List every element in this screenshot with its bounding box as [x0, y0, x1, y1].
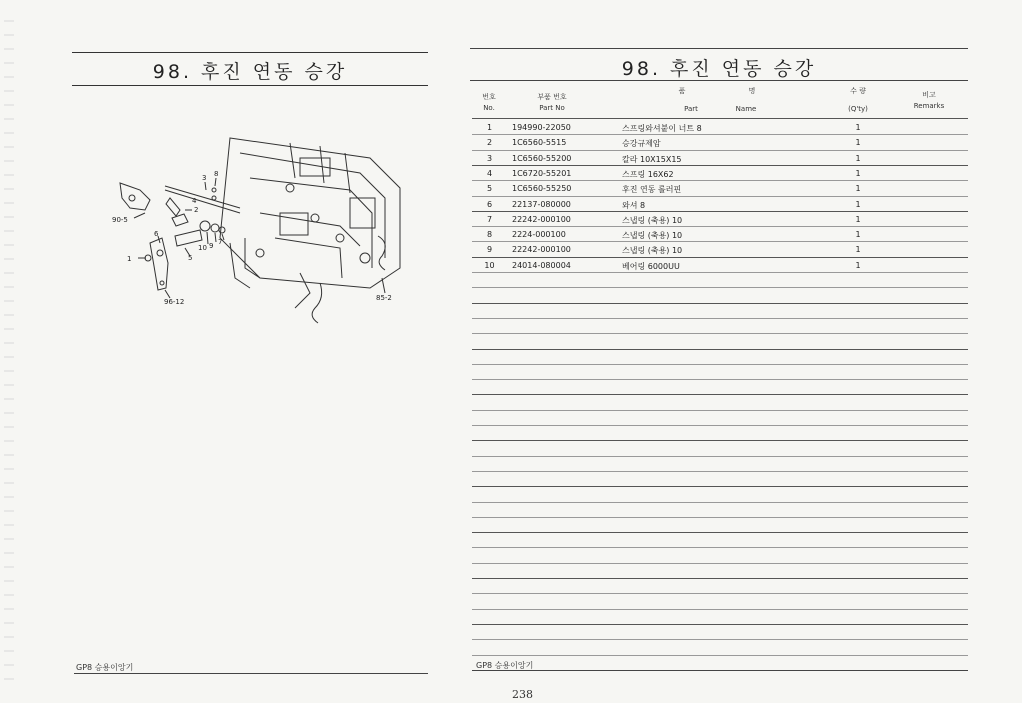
- table-rule-line: [472, 440, 968, 441]
- row-qty: 1: [855, 230, 861, 240]
- row-no: 4: [486, 168, 493, 178]
- row-part-name: 스냅링 (축용) 10: [622, 231, 683, 241]
- left-page: [0, 0, 460, 703]
- table-rule-line: [472, 609, 968, 610]
- table-rule-line: [472, 517, 968, 518]
- exploded-parts-diagram: [110, 118, 420, 328]
- header-qty-en: (Q'ty): [848, 105, 868, 113]
- table-rule-line: [472, 532, 968, 533]
- table-row: [472, 227, 968, 242]
- table-rule-line: [472, 165, 968, 166]
- row-part-no: 1C6560-5515: [512, 138, 567, 148]
- table-rule-line: [472, 486, 968, 487]
- table-rule-line: [472, 394, 968, 395]
- table-rule-line: [472, 303, 968, 304]
- table-rule-line: [472, 425, 968, 426]
- table-rule-line: [472, 196, 968, 197]
- table-row: [472, 151, 968, 166]
- row-part-no: 2224-000100: [512, 230, 566, 240]
- row-part-no: 1C6720-55201: [512, 168, 572, 178]
- row-part-no: 194990-22050: [512, 123, 571, 132]
- row-qty: 1: [855, 214, 861, 224]
- row-part-name: 스냅링 (축용) 10: [622, 215, 683, 225]
- callout-3: 3: [202, 174, 207, 182]
- table-rule-line: [472, 150, 968, 151]
- table-rule-line: [472, 318, 968, 319]
- row-no: 10: [484, 260, 495, 270]
- table-rule-line: [472, 593, 968, 594]
- row-qty: 1: [855, 260, 861, 270]
- callout-ref-96-12: 96-12: [164, 298, 185, 306]
- table-rule-line: [472, 410, 968, 411]
- row-part-no: 22137-080000: [512, 199, 571, 209]
- table-rule-line: [472, 211, 968, 212]
- table-rule-line: [472, 272, 968, 273]
- right-footer: GP8 승용이앙기: [476, 661, 534, 670]
- row-qty: 1: [855, 153, 861, 163]
- table-rule-line: [472, 257, 968, 258]
- table-rule-line: [472, 333, 968, 334]
- row-part-no: 1C6560-55200: [512, 153, 572, 163]
- right-title-bottom-rule: [470, 80, 968, 81]
- table-rule-line: [472, 471, 968, 472]
- callout-ref-85-2: 85-2: [376, 294, 392, 302]
- row-no: 8: [486, 230, 493, 240]
- table-row: [472, 212, 968, 227]
- row-no: 3: [486, 153, 493, 163]
- table-row: [472, 166, 968, 181]
- row-no: 7: [486, 214, 493, 224]
- table-rule-line: [472, 349, 968, 350]
- row-qty: 1: [855, 184, 861, 194]
- table-rule-line: [472, 241, 968, 242]
- row-part-name: 스프링와셔붙이 너트 8: [622, 124, 702, 133]
- table-rule-line: [472, 379, 968, 380]
- table-row: [472, 120, 968, 135]
- right-page-title: 98. 후진 연동 승강: [621, 58, 817, 80]
- row-qty: 1: [855, 138, 861, 148]
- header-name-ko-2: 명: [748, 87, 756, 95]
- header-part-no: [512, 92, 592, 114]
- callout-8: 8: [214, 170, 219, 178]
- header-name-en-1: Part: [684, 105, 698, 113]
- callout-2: 2: [194, 206, 199, 214]
- header-part-ko: 부품 번호: [537, 93, 567, 101]
- row-qty: 1: [855, 168, 861, 178]
- header-no-en: No.: [483, 104, 495, 112]
- row-part-name: 승강규제암: [622, 139, 661, 149]
- row-qty: 1: [855, 123, 861, 132]
- row-part-no: 1C6560-55250: [512, 184, 572, 194]
- callout-6: 6: [154, 230, 159, 238]
- callout-5: 5: [188, 254, 193, 262]
- row-no: 9: [486, 245, 493, 255]
- header-name-ko-1: 품: [678, 87, 686, 95]
- table-rule-line: [472, 456, 968, 457]
- table-rule-line: [472, 364, 968, 365]
- left-page-title: 98. 후진 연동 승강: [152, 61, 348, 83]
- table-row: [472, 181, 968, 196]
- left-title-box: [72, 52, 428, 86]
- row-part-no: 22242-000100: [512, 214, 571, 224]
- table-rule-line: [472, 287, 968, 288]
- row-no: 2: [486, 138, 493, 148]
- row-part-name: 와셔 8: [622, 200, 646, 210]
- row-no: 5: [486, 184, 493, 194]
- callout-9: 9: [209, 242, 214, 250]
- page-number: 238: [512, 688, 533, 701]
- table-rule-line: [472, 578, 968, 579]
- right-title-top-rule: [470, 48, 968, 49]
- header-qty-ko: 수 량: [850, 87, 866, 95]
- right-footer-rule: [472, 670, 968, 671]
- table-rule-line: [472, 547, 968, 548]
- left-footer-rule: [74, 673, 428, 674]
- table-rule-line: [472, 180, 968, 181]
- left-footer: GP8 승용이앙기: [76, 663, 134, 672]
- row-no: 6: [486, 199, 493, 209]
- header-remarks-ko: 비고: [922, 91, 936, 99]
- row-part-name: 베어링 6000UU: [622, 261, 680, 271]
- table-row: [472, 242, 968, 257]
- row-part-name: 스프링 16X62: [622, 169, 674, 179]
- callout-7: 7: [218, 238, 223, 246]
- header-no: [474, 92, 504, 114]
- table-header-rule: [472, 118, 968, 119]
- callout-4: 4: [192, 197, 197, 205]
- row-qty: 1: [855, 199, 861, 209]
- table-rule-line: [472, 624, 968, 625]
- row-part-name: 스냅링 (축용) 10: [622, 246, 683, 256]
- row-part-name: 칼라 10X15X15: [622, 154, 682, 164]
- table-rule-line: [472, 655, 968, 656]
- table-rule-line: [472, 639, 968, 640]
- row-part-name: 후진 연동 롤러핀: [622, 185, 682, 195]
- header-remarks: [904, 90, 954, 112]
- row-part-no: 24014-080004: [512, 260, 571, 270]
- table-rule-line: [472, 502, 968, 503]
- table-rule-line: [472, 134, 968, 135]
- table-row: [472, 258, 968, 273]
- callout-ref-90-5: 90-5: [112, 216, 128, 224]
- table-row: [472, 135, 968, 150]
- callout-10: 10: [198, 244, 207, 252]
- callout-1: 1: [127, 255, 132, 263]
- table-rule-line: [472, 226, 968, 227]
- row-part-no: 22242-000100: [512, 245, 571, 255]
- row-no: 1: [486, 123, 493, 132]
- header-part-en: Part No: [539, 104, 565, 112]
- header-name-en-2: Name: [735, 105, 757, 113]
- table-row: [472, 197, 968, 212]
- header-remarks-en: Remarks: [913, 102, 945, 110]
- table-rule-line: [472, 563, 968, 564]
- row-qty: 1: [855, 245, 861, 255]
- header-no-ko: 번호: [482, 93, 496, 101]
